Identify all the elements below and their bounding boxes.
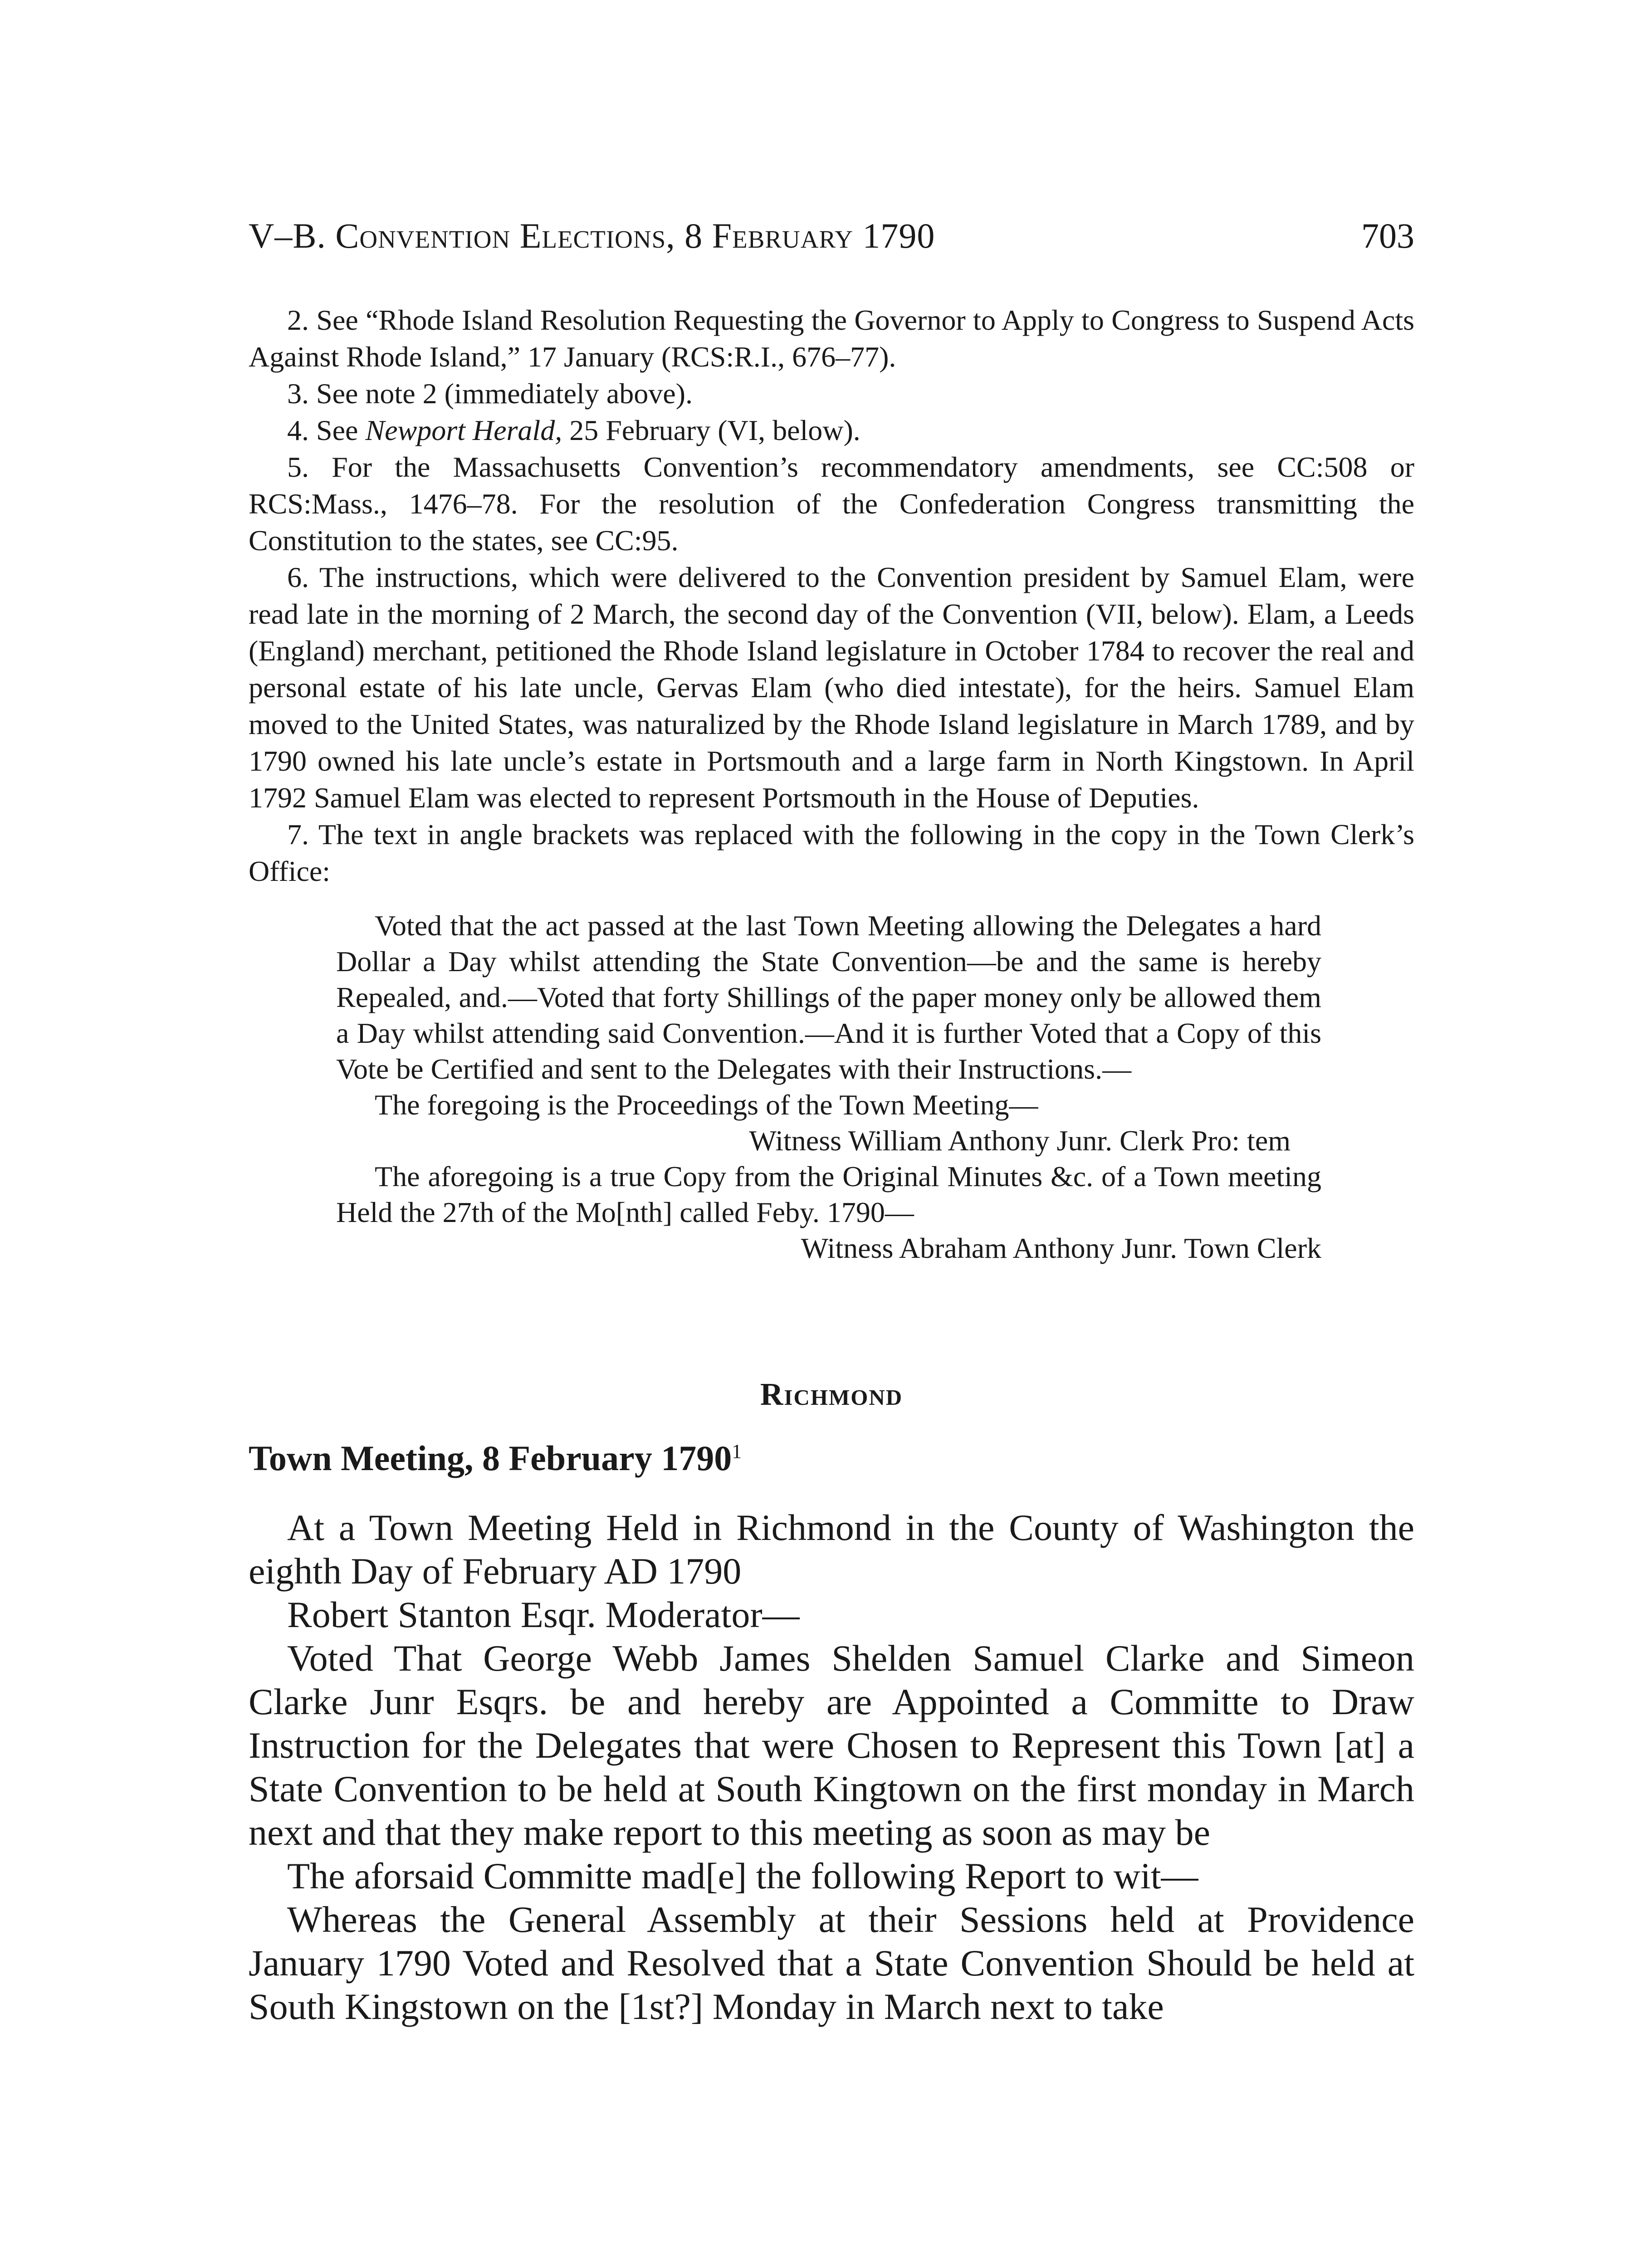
footnote-3: 3. See note 2 (immediately above). [287,377,693,410]
body-paragraph: At a Town Meeting Held in Richmond in the County of Washington the eighth Day of February AD 1790 [249,1507,1414,1592]
document-title-text: Town Meeting, 8 February 1790 [249,1438,732,1478]
quote-witness-2: Witness Abraham Anthony Junr. Town Clerk [801,1232,1321,1264]
quote-witness-1: Witness William Anthony Junr. Clerk Pro: tem [749,1124,1291,1157]
quote-vote: Voted that the act passed at the last Town Meeting allowing the Delegates a hard Dollar a Day whilst attending the State Convention—be and the same is hereby Repealed, and.—Voted that forty Shillings of the paper money only be allowed them a Day whilst attending said Convention.—And it is further Voted that a Copy of this Vote be Certified and sent to the Delegates with their Instructions.— [336,909,1321,1085]
body-paragraph: Voted That George Webb James Shelden Samuel Clarke and Simeon Clarke Junr Esqrs. be and hereby are Appointed a Committe to Draw Instruction for the Delegates that were Chosen to Represent this Town [at] a State Convention to be held at South Kingtown on the first monday in March next and that they make report to this meeting as soon as may be [249,1637,1414,1853]
footnote-2: 2. See “Rhode Island Resolution Requesting the Governor to Apply to Congress to Suspend Acts Against Rhode Island,” 17 January (RCS:R.I., 676–77). [249,304,1414,373]
document-title [249,1438,1414,1479]
footnote-4 [249,412,1414,449]
footnote-5: 5. For the Massachusetts Convention’s recommendatory amendments, see CC:508 or RCS:Mass., 1476–78. For the resolution of the Confederation Congress transmitting the Constitution to the states, see CC:95. [249,451,1414,557]
document-body [249,1506,1414,2028]
page-header [249,215,1414,265]
page-number: 703 [1361,216,1414,255]
footnote-4-newspaper-title: Newport Herald, [365,414,562,446]
running-head: V–B. Convention Elections, 8 February 1790 [249,216,935,255]
body-paragraph: The aforsaid Committe mad[e] the following Report to wit— [287,1855,1198,1897]
footnotes [249,302,1414,1266]
body-paragraph: Robert Stanton Esqr. Moderator— [287,1594,800,1635]
footnote-7: 7. The text in angle brackets was replaced with the following in the copy in the Town Clerk’s Office: [249,818,1414,887]
block-quote [249,908,1414,1266]
quote-aforegoing: The aforegoing is a true Copy from the Original Minutes &c. of a Town meeting Held the 27th of the Mo[nth] called Feby. 1790— [336,1160,1321,1228]
footnote-marker: 1 [732,1440,742,1462]
section-heading: Richmond [760,1377,903,1412]
footnote-4-prefix: 4. See [287,414,366,446]
footnote-4-suffix: 25 February (VI, below). [562,414,861,446]
body-paragraph: Whereas the General Assembly at their Sessions held at Providence January 1790 Voted and Resolved that a State Convention Should be held at South Kingstown on the [1st?] Monday in March next to take [249,1899,1414,2027]
footnote-6: 6. The instructions, which were delivered to the Convention president by Samuel Elam, were read late in the morning of 2 March, the second day of the Convention (VII, below). Elam, a Leeds (England) merchant, petitioned the Rhode Island legislature in October 1784 to recover the real and personal estate of his late uncle, Gervas Elam (who died intestate), for the heirs. Samuel Elam moved to the United States, was naturalized by the Rhode Island legislature in March 1789, and by 1790 owned his late uncle’s estate in Portsmouth and a large farm in North Kingstown. In April 1792 Samuel Elam was elected to represent Portsmouth in the House of Deputies. [249,561,1414,814]
quote-foregoing: The foregoing is the Proceedings of the Town Meeting— [375,1089,1038,1121]
